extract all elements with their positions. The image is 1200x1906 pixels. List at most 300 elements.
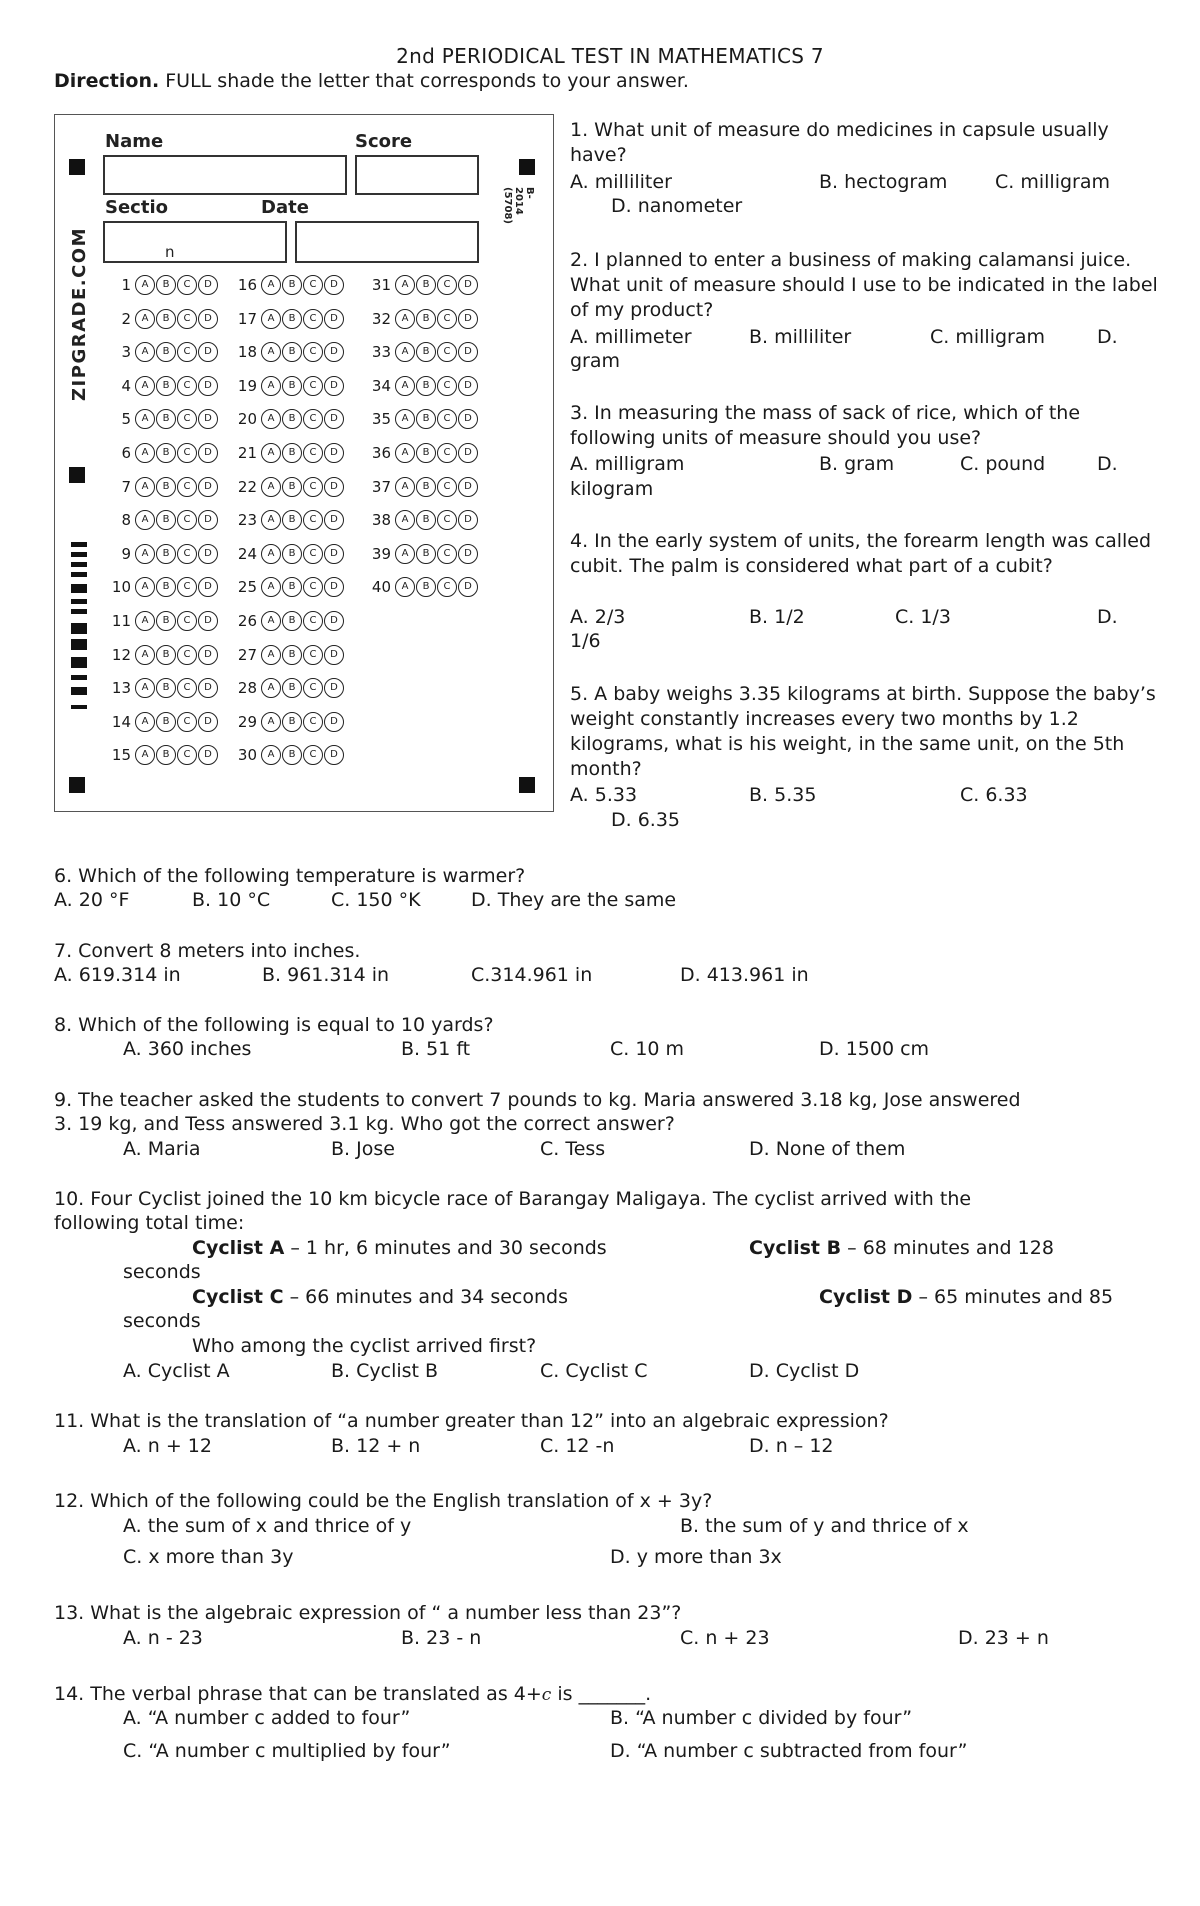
answer-bubble-19-b[interactable]: B — [282, 376, 302, 396]
timing-mark — [71, 687, 87, 695]
question-5-option-d: D. 6.35 — [611, 809, 681, 831]
answer-bubble-37-d[interactable]: D — [458, 477, 478, 497]
answer-bubble-17-a[interactable]: A — [261, 309, 281, 329]
answer-bubble-35-d[interactable]: D — [458, 409, 478, 429]
answer-bubble-11-d[interactable]: D — [198, 611, 218, 631]
answer-bubble-26-b[interactable]: B — [282, 611, 302, 631]
answer-number: 7 — [121, 477, 131, 496]
answer-bubble-29-a[interactable]: A — [261, 712, 281, 732]
question-1-option-a: A. milliliter — [570, 171, 672, 193]
timing-mark — [71, 609, 87, 614]
answer-number: 18 — [237, 343, 257, 362]
answer-number: 23 — [237, 511, 257, 530]
answer-bubble-2-d[interactable]: D — [198, 309, 218, 329]
answer-number: 22 — [237, 477, 257, 496]
answer-bubble-12-c[interactable]: C — [177, 645, 197, 665]
question-14-option-b: B. “A number c divided by four” — [610, 1707, 913, 1729]
question-3-option-d-wrap: kilogram — [570, 478, 654, 500]
answer-bubble-9-d[interactable]: D — [198, 544, 218, 564]
question-11-stem: 11. What is the translation of “a number greater than 12” into an algebraic expression? — [54, 1410, 889, 1432]
question-5-option-c: C. 6.33 — [960, 784, 1028, 806]
question-1-option-b: B. hectogram — [819, 171, 948, 193]
answer-bubble-9-a[interactable]: A — [135, 544, 155, 564]
answer-bubble-34-b[interactable]: B — [416, 376, 436, 396]
answer-bubble-7-b[interactable]: B — [156, 477, 176, 497]
answer-bubble-22-a[interactable]: A — [261, 477, 281, 497]
answer-bubble-18-a[interactable]: A — [261, 342, 281, 362]
answer-bubble-26-c[interactable]: C — [303, 611, 323, 631]
answer-bubble-25-a[interactable]: A — [261, 577, 281, 597]
section-label: Sectio — [105, 197, 168, 218]
answer-bubble-14-d[interactable]: D — [198, 712, 218, 732]
answer-bubble-31-a[interactable]: A — [395, 275, 415, 295]
answer-bubble-2-c[interactable]: C — [177, 309, 197, 329]
answer-bubble-18-b[interactable]: B — [282, 342, 302, 362]
answer-number: 14 — [111, 712, 131, 731]
answer-bubble-31-c[interactable]: C — [437, 275, 457, 295]
answer-bubble-22-d[interactable]: D — [324, 477, 344, 497]
answer-bubble-5-a[interactable]: A — [135, 409, 155, 429]
answer-bubble-37-a[interactable]: A — [395, 477, 415, 497]
answer-bubble-18-c[interactable]: C — [303, 342, 323, 362]
question-9-stem-line-1: 9. The teacher asked the students to convert 7 pounds to kg. Maria answered 3.18 kg, Jose answered — [54, 1089, 1021, 1111]
question-4-option-b: B. 1/2 — [749, 606, 805, 628]
answer-bubble-13-c[interactable]: C — [177, 678, 197, 698]
question-2-option-a: A. millimeter — [570, 326, 692, 348]
answer-bubble-30-a[interactable]: A — [261, 745, 281, 765]
cyclist-b-time — [749, 1237, 1054, 1259]
cyclist-c-label: Cyclist C — [192, 1286, 284, 1308]
answer-bubble-13-a[interactable]: A — [135, 678, 155, 698]
answer-number: 39 — [371, 544, 391, 563]
question-10-ask: Who among the cyclist arrived first? — [192, 1335, 537, 1357]
answer-bubble-25-c[interactable]: C — [303, 577, 323, 597]
answer-bubble-11-c[interactable]: C — [177, 611, 197, 631]
answer-number: 10 — [111, 578, 131, 597]
question-5-stem: 5. A baby weighs 3.35 kilograms at birth. Suppose the baby’s weight constantly increases every two months by 1.2 kilograms, what is his weight, in the same unit, on the 5th month? — [570, 683, 1156, 780]
question-14-variable: c — [541, 1685, 552, 1705]
question-9-option-b: B. Jose — [331, 1138, 395, 1160]
question-13-option-d: D. 23 + n — [958, 1627, 1049, 1649]
answer-number: 36 — [371, 444, 391, 462]
answer-bubble-15-a[interactable]: A — [135, 745, 155, 765]
answer-bubble-20-b[interactable]: B — [282, 409, 302, 429]
question-9-option-a: A. Maria — [123, 1138, 201, 1160]
cyclist-d-value: – 65 minutes and 85 — [912, 1286, 1114, 1308]
answer-bubble-30-c[interactable]: C — [303, 745, 323, 765]
timing-mark — [71, 562, 87, 567]
answer-bubble-10-c[interactable]: C — [177, 577, 197, 597]
answer-bubble-40-a[interactable]: A — [395, 577, 415, 597]
answer-bubble-3-d[interactable]: D — [198, 342, 218, 362]
answer-bubble-36-c[interactable]: C — [437, 443, 457, 463]
timing-mark — [71, 599, 87, 604]
question-4-option-a: A. 2/3 — [570, 606, 626, 628]
answer-number: 31 — [371, 276, 391, 294]
answer-bubble-4-d[interactable]: D — [198, 376, 218, 396]
question-8-stem: 8. Which of the following is equal to 10 yards? — [54, 1014, 494, 1036]
answer-bubble-21-c[interactable]: C — [303, 443, 323, 463]
question-2-option-d-wrap: gram — [570, 350, 621, 372]
answer-bubble-9-b[interactable]: B — [156, 544, 176, 564]
answer-bubble-19-c[interactable]: C — [303, 376, 323, 396]
alignment-mark — [69, 159, 85, 175]
answer-number: 17 — [237, 309, 257, 328]
answer-bubble-2-b[interactable]: B — [156, 309, 176, 329]
answer-bubble-24-d[interactable]: D — [324, 544, 344, 564]
cyclist-b-time-wrap: seconds — [123, 1261, 201, 1283]
question-8-option-c: C. 10 m — [610, 1038, 685, 1060]
answer-bubble-25-b[interactable]: B — [282, 577, 302, 597]
question-3-option-a: A. milligram — [570, 453, 685, 475]
question-1-stem: 1. What unit of measure do medicines in capsule usually have? — [570, 119, 1109, 166]
answer-bubble-36-d[interactable]: D — [458, 443, 478, 463]
answer-bubble-1-d[interactable]: D — [198, 275, 218, 295]
answer-number: 30 — [237, 746, 257, 765]
answer-bubble-10-d[interactable]: D — [198, 577, 218, 597]
question-2-option-c: C. milligram — [930, 326, 1045, 348]
answer-bubble-3-a[interactable]: A — [135, 342, 155, 362]
question-13-option-b: B. 23 - n — [401, 1627, 482, 1649]
answer-bubble-13-d[interactable]: D — [198, 678, 218, 698]
answer-bubble-32-b[interactable]: B — [416, 309, 436, 329]
answer-bubble-10-b[interactable]: B — [156, 577, 176, 597]
answer-number: 27 — [237, 645, 257, 664]
question-5-option-a: A. 5.33 — [570, 784, 638, 806]
timing-mark — [71, 623, 87, 634]
question-12-option-c: C. x more than 3y — [123, 1546, 294, 1568]
question-3-option-c: C. pound — [960, 453, 1046, 475]
answer-bubble-14-b[interactable]: B — [156, 712, 176, 732]
question-11-option-d: D. n – 12 — [749, 1435, 834, 1457]
answer-bubble-2-a[interactable]: A — [135, 309, 155, 329]
answer-bubble-33-b[interactable]: B — [416, 342, 436, 362]
question-10-option-c: C. Cyclist C — [540, 1360, 648, 1382]
answer-bubble-39-a[interactable]: A — [395, 544, 415, 564]
question-9-stem-line-2: 3. 19 kg, and Tess answered 3.1 kg. Who got the correct answer? — [54, 1113, 675, 1135]
question-7-option-d: D. 413.961 in — [680, 964, 809, 986]
answer-bubble-39-c[interactable]: C — [437, 544, 457, 564]
question-14-blank: _______ — [578, 1683, 646, 1705]
question-4-option-d: D. — [1097, 606, 1118, 628]
question-14-stem-mid: is — [551, 1683, 579, 1705]
question-5-option-b: B. 5.35 — [749, 784, 817, 806]
answer-bubble-40-c[interactable]: C — [437, 577, 457, 597]
answer-bubble-33-c[interactable]: C — [437, 342, 457, 362]
question-11-option-a: A. n + 12 — [123, 1435, 212, 1457]
answer-number: 11 — [111, 612, 131, 630]
direction-text: FULL shade the letter that corresponds to your answer. — [159, 70, 689, 92]
answer-bubble-39-d[interactable]: D — [458, 544, 478, 564]
timing-mark — [71, 584, 87, 593]
answer-number: 13 — [111, 679, 131, 698]
answer-bubble-29-d[interactable]: D — [324, 712, 344, 732]
answer-number: 32 — [371, 309, 391, 328]
score-field[interactable] — [355, 155, 479, 195]
question-8-option-d: D. 1500 cm — [819, 1038, 930, 1060]
answer-bubble-1-c[interactable]: C — [177, 275, 197, 295]
answer-bubble-33-a[interactable]: A — [395, 342, 415, 362]
question-6-option-d: D. They are the same — [471, 889, 677, 911]
name-field[interactable] — [103, 155, 347, 195]
timing-mark — [71, 639, 87, 650]
answer-bubble-6-b[interactable]: B — [156, 443, 176, 463]
name-label: Name — [105, 131, 164, 152]
cyclist-b-value: – 68 minutes and 128 — [841, 1237, 1054, 1259]
answer-number: 3 — [121, 343, 131, 362]
question-4-option-c: C. 1/3 — [895, 606, 951, 628]
answer-number: 5 — [121, 410, 131, 429]
question-3-option-b: B. gram — [819, 453, 895, 475]
answer-bubble-16-a[interactable]: A — [261, 275, 281, 295]
answer-bubble-30-d[interactable]: D — [324, 745, 344, 765]
alignment-mark — [519, 777, 535, 793]
answer-bubble-11-b[interactable]: B — [156, 611, 176, 631]
answer-bubble-4-a[interactable]: A — [135, 376, 155, 396]
answer-bubble-27-c[interactable]: C — [303, 645, 323, 665]
date-field[interactable] — [295, 221, 479, 263]
answer-bubble-21-d[interactable]: D — [324, 443, 344, 463]
question-1-option-c: C. milligram — [995, 171, 1110, 193]
answer-bubble-35-b[interactable]: B — [416, 409, 436, 429]
question-10-option-b: B. Cyclist B — [331, 1360, 439, 1382]
question-13-option-c: C. n + 23 — [680, 1627, 770, 1649]
answer-bubble-21-a[interactable]: A — [261, 443, 281, 463]
answer-number: 2 — [121, 309, 131, 328]
alignment-mark — [69, 777, 85, 793]
answer-bubble-14-c[interactable]: C — [177, 712, 197, 732]
answer-bubble-26-d[interactable]: D — [324, 611, 344, 631]
answer-bubble-20-c[interactable]: C — [303, 409, 323, 429]
answer-bubble-1-a[interactable]: A — [135, 275, 155, 295]
question-12-option-a: A. the sum of x and thrice of y — [123, 1515, 412, 1537]
answer-bubble-32-c[interactable]: C — [437, 309, 457, 329]
page-title: 2nd PERIODICAL TEST IN MATHEMATICS 7 — [396, 44, 824, 68]
answer-bubble-29-b[interactable]: B — [282, 712, 302, 732]
answer-bubble-7-a[interactable]: A — [135, 477, 155, 497]
answer-number: 28 — [237, 679, 257, 698]
answer-bubble-37-b[interactable]: B — [416, 477, 436, 497]
answer-bubble-15-d[interactable]: D — [198, 745, 218, 765]
question-9-option-c: C. Tess — [540, 1138, 606, 1160]
answer-bubble-25-d[interactable]: D — [324, 577, 344, 597]
answer-bubble-6-c[interactable]: C — [177, 443, 197, 463]
answer-number: 6 — [121, 444, 131, 462]
timing-mark — [71, 542, 87, 547]
timing-mark — [71, 705, 87, 709]
answer-bubble-23-d[interactable]: D — [324, 510, 344, 530]
question-6-stem: 6. Which of the following temperature is warmer? — [54, 865, 526, 887]
answer-number: 33 — [371, 343, 391, 362]
question-2-option-d: D. — [1097, 326, 1118, 348]
answer-bubble-15-c[interactable]: C — [177, 745, 197, 765]
answer-bubble-17-b[interactable]: B — [282, 309, 302, 329]
answer-bubble-7-d[interactable]: D — [198, 477, 218, 497]
answer-bubble-8-c[interactable]: C — [177, 510, 197, 530]
question-14-stem-pre: 14. The verbal phrase that can be translated as 4+ — [54, 1683, 542, 1705]
answer-bubble-40-d[interactable]: D — [458, 577, 478, 597]
answer-bubble-34-d[interactable]: D — [458, 376, 478, 396]
answer-bubble-3-b[interactable]: B — [156, 342, 176, 362]
answer-bubble-12-b[interactable]: B — [156, 645, 176, 665]
question-14-option-c: C. “A number c multiplied by four” — [123, 1740, 451, 1762]
answer-bubble-37-c[interactable]: C — [437, 477, 457, 497]
question-2-option-b: B. milliliter — [749, 326, 852, 348]
answer-bubble-24-b[interactable]: B — [282, 544, 302, 564]
answer-number: 38 — [371, 511, 391, 530]
answer-bubble-28-c[interactable]: C — [303, 678, 323, 698]
answer-number: 34 — [371, 376, 391, 395]
answer-bubble-20-a[interactable]: A — [261, 409, 281, 429]
question-6-option-b: B. 10 °C — [192, 889, 271, 911]
answer-bubble-19-a[interactable]: A — [261, 376, 281, 396]
question-8-option-a: A. 360 inches — [123, 1038, 252, 1060]
section-label-wrap: n — [165, 243, 175, 261]
question-13-option-a: A. n - 23 — [123, 1627, 203, 1649]
section-field[interactable] — [103, 221, 287, 263]
question-14-option-d: D. “A number c subtracted from four” — [610, 1740, 968, 1762]
question-7-option-a: A. 619.314 in — [54, 964, 181, 986]
answer-bubble-35-a[interactable]: A — [395, 409, 415, 429]
answer-bubble-29-c[interactable]: C — [303, 712, 323, 732]
answer-bubble-28-d[interactable]: D — [324, 678, 344, 698]
answer-bubble-31-b[interactable]: B — [416, 275, 436, 295]
answer-bubble-17-c[interactable]: C — [303, 309, 323, 329]
answer-bubble-8-b[interactable]: B — [156, 510, 176, 530]
answer-bubble-4-c[interactable]: C — [177, 376, 197, 396]
answer-bubble-23-c[interactable]: C — [303, 510, 323, 530]
cyclist-a-value: – 1 hr, 6 minutes and 30 seconds — [284, 1237, 607, 1259]
answer-bubble-22-c[interactable]: C — [303, 477, 323, 497]
answer-bubble-3-c[interactable]: C — [177, 342, 197, 362]
answer-bubble-34-a[interactable]: A — [395, 376, 415, 396]
alignment-mark — [69, 467, 85, 483]
sheet-code: B-2014 (5708) — [502, 187, 535, 224]
answer-bubble-35-c[interactable]: C — [437, 409, 457, 429]
answer-number: 16 — [237, 276, 257, 294]
zipgrade-brand: ZIPGRADE.COM — [69, 226, 90, 401]
answer-bubble-24-a[interactable]: A — [261, 544, 281, 564]
question-12-option-d: D. y more than 3x — [610, 1546, 782, 1568]
answer-bubble-30-b[interactable]: B — [282, 745, 302, 765]
question-12-option-b: B. the sum of y and thrice of x — [680, 1515, 969, 1537]
direction — [54, 70, 689, 92]
answer-bubble-22-b[interactable]: B — [282, 477, 302, 497]
answer-bubble-6-d[interactable]: D — [198, 443, 218, 463]
answer-bubble-16-b[interactable]: B — [282, 275, 302, 295]
answer-bubble-28-b[interactable]: B — [282, 678, 302, 698]
answer-bubble-40-b[interactable]: B — [416, 577, 436, 597]
score-label: Score — [355, 131, 413, 152]
answer-bubble-8-d[interactable]: D — [198, 510, 218, 530]
answer-number: 25 — [237, 578, 257, 597]
answer-bubble-1-b[interactable]: B — [156, 275, 176, 295]
answer-bubble-24-c[interactable]: C — [303, 544, 323, 564]
answer-bubble-28-a[interactable]: A — [261, 678, 281, 698]
answer-bubble-7-c[interactable]: C — [177, 477, 197, 497]
answer-bubble-12-a[interactable]: A — [135, 645, 155, 665]
question-11-option-c: C. 12 -n — [540, 1435, 615, 1457]
answer-number: 9 — [121, 544, 131, 563]
answer-bubble-14-a[interactable]: A — [135, 712, 155, 732]
timing-mark — [71, 572, 87, 577]
answer-bubble-33-d[interactable]: D — [458, 342, 478, 362]
question-10-stem-line-2: following total time: — [54, 1212, 245, 1234]
answer-bubble-34-c[interactable]: C — [437, 376, 457, 396]
answer-bubble-9-c[interactable]: C — [177, 544, 197, 564]
answer-bubble-32-a[interactable]: A — [395, 309, 415, 329]
answer-bubble-20-d[interactable]: D — [324, 409, 344, 429]
answer-bubble-32-d[interactable]: D — [458, 309, 478, 329]
question-13-stem: 13. What is the algebraic expression of “ a number less than 23”? — [54, 1602, 682, 1624]
answer-bubble-38-c[interactable]: C — [437, 510, 457, 530]
answer-bubble-5-b[interactable]: B — [156, 409, 176, 429]
answer-bubble-8-a[interactable]: A — [135, 510, 155, 530]
answer-bubble-11-a[interactable]: A — [135, 611, 155, 631]
answer-bubble-23-b[interactable]: B — [282, 510, 302, 530]
answer-bubble-36-a[interactable]: A — [395, 443, 415, 463]
answer-bubble-39-b[interactable]: B — [416, 544, 436, 564]
answer-bubble-12-d[interactable]: D — [198, 645, 218, 665]
answer-number: 20 — [237, 410, 257, 429]
answer-bubble-15-b[interactable]: B — [156, 745, 176, 765]
question-8-option-b: B. 51 ft — [401, 1038, 471, 1060]
question-7-option-c: C.314.961 in — [471, 964, 593, 986]
answer-bubble-18-d[interactable]: D — [324, 342, 344, 362]
question-2-stem: 2. I planned to enter a business of making calamansi juice. What unit of measure should I use to be indicated in the label of my product? — [570, 249, 1158, 321]
answer-bubble-4-b[interactable]: B — [156, 376, 176, 396]
answer-bubble-16-c[interactable]: C — [303, 275, 323, 295]
answer-number: 4 — [121, 376, 131, 395]
answer-bubble-6-a[interactable]: A — [135, 443, 155, 463]
question-14-option-a: A. “A number c added to four” — [123, 1707, 411, 1729]
answer-number: 1 — [121, 276, 131, 294]
answer-bubble-36-b[interactable]: B — [416, 443, 436, 463]
answer-bubble-27-b[interactable]: B — [282, 645, 302, 665]
question-14-stem-end: . — [645, 1683, 652, 1705]
answer-number: 40 — [371, 578, 391, 597]
answer-bubble-23-a[interactable]: A — [261, 510, 281, 530]
answer-bubble-26-a[interactable]: A — [261, 611, 281, 631]
answer-bubble-5-c[interactable]: C — [177, 409, 197, 429]
timing-mark — [71, 657, 87, 668]
answer-bubble-38-a[interactable]: A — [395, 510, 415, 530]
answer-number: 29 — [237, 712, 257, 731]
answer-bubble-10-a[interactable]: A — [135, 577, 155, 597]
answer-bubble-27-a[interactable]: A — [261, 645, 281, 665]
answer-bubble-38-d[interactable]: D — [458, 510, 478, 530]
cyclist-d-time-wrap: seconds — [123, 1310, 201, 1332]
answer-bubble-19-d[interactable]: D — [324, 376, 344, 396]
answer-bubble-38-b[interactable]: B — [416, 510, 436, 530]
question-11-option-b: B. 12 + n — [331, 1435, 421, 1457]
answer-bubble-21-b[interactable]: B — [282, 443, 302, 463]
alignment-mark — [519, 159, 535, 175]
answer-bubble-13-b[interactable]: B — [156, 678, 176, 698]
answer-bubble-31-d[interactable]: D — [458, 275, 478, 295]
answer-number: 8 — [121, 511, 131, 530]
question-4-option-d-wrap: 1/6 — [570, 630, 601, 652]
question-6-option-c: C. 150 °K — [331, 889, 421, 911]
answer-bubble-16-d[interactable]: D — [324, 275, 344, 295]
question-3-option-d: D. — [1097, 453, 1118, 475]
answer-bubble-17-d[interactable]: D — [324, 309, 344, 329]
answer-bubble-27-d[interactable]: D — [324, 645, 344, 665]
answer-number: 21 — [237, 444, 257, 462]
answer-bubble-5-d[interactable]: D — [198, 409, 218, 429]
question-3-stem: 3. In measuring the mass of sack of rice, which of the following units of measure should you use? — [570, 402, 1081, 449]
answer-number: 19 — [237, 376, 257, 395]
